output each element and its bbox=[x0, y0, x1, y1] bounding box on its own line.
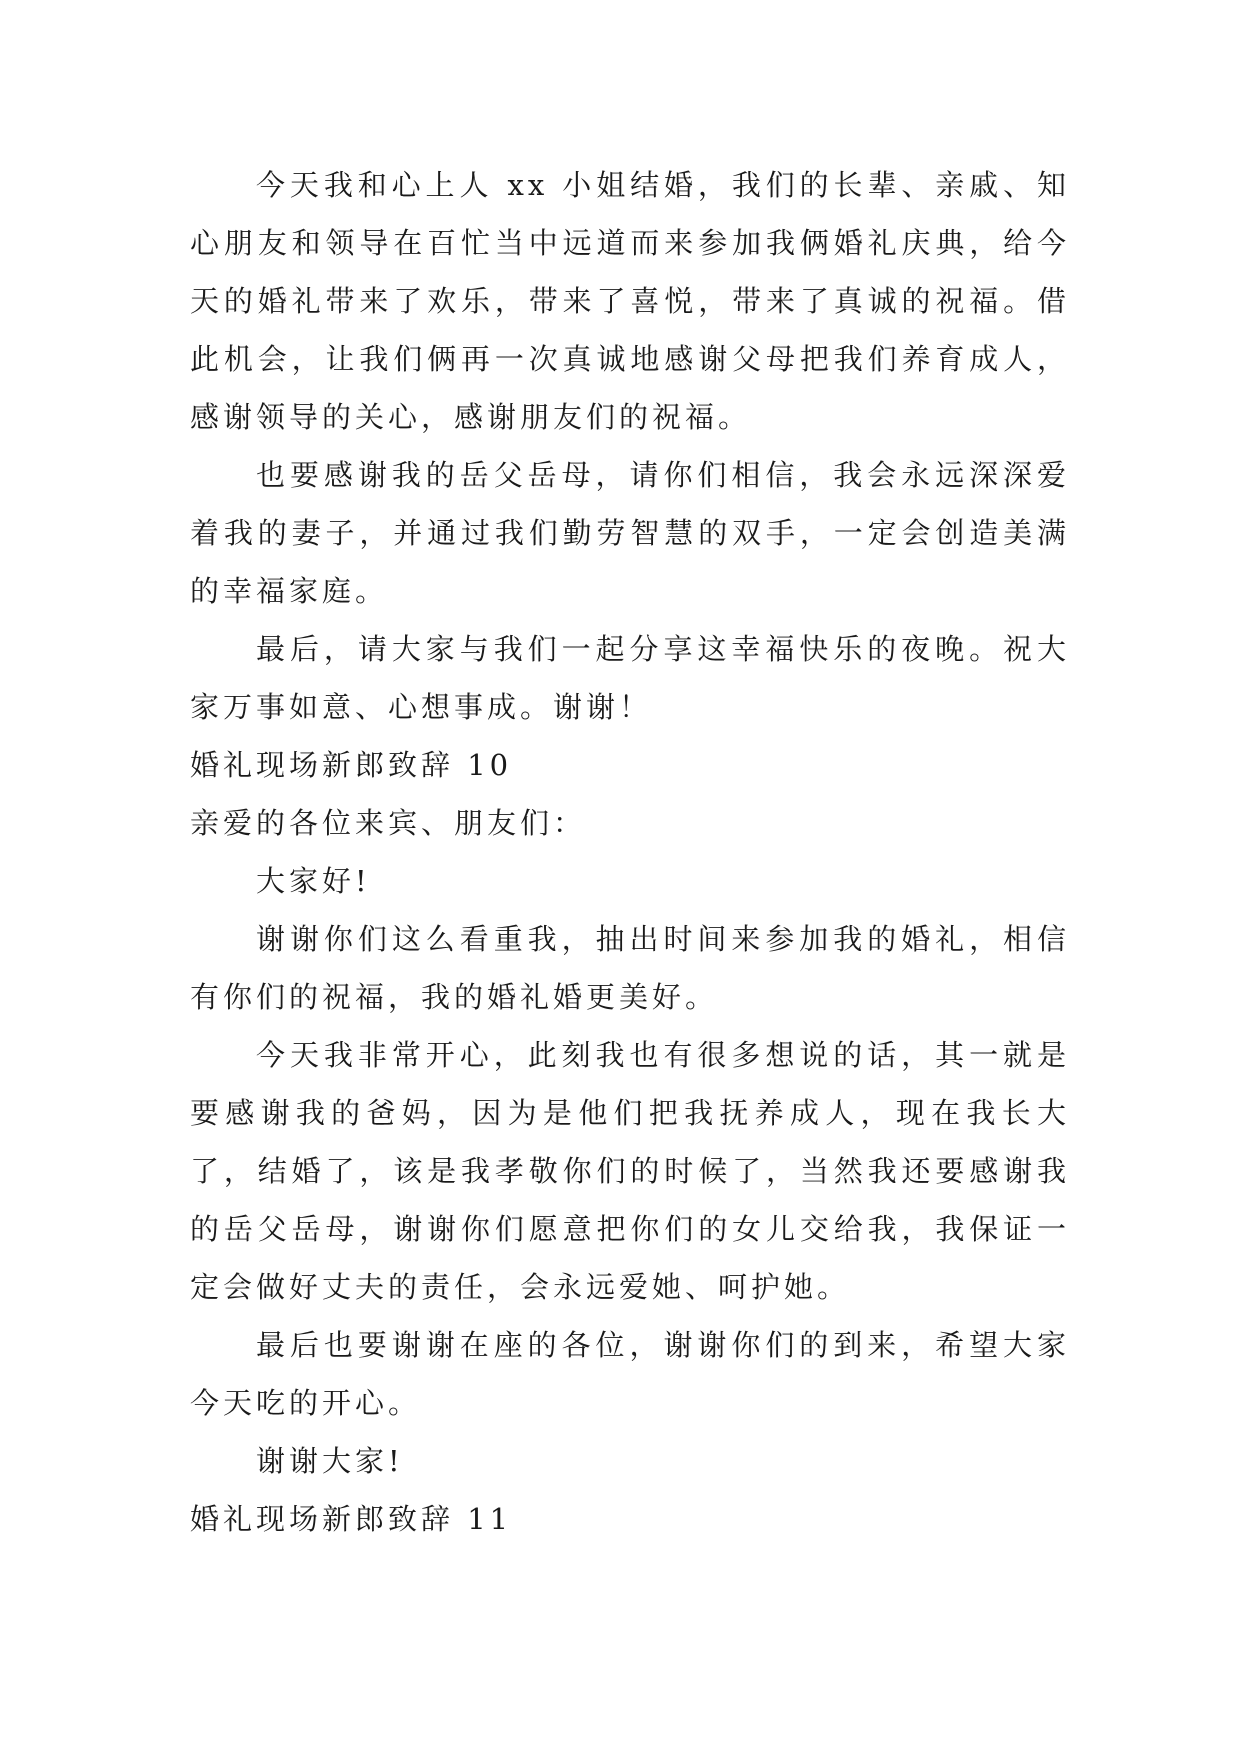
paragraph: 今天我非常开心，此刻我也有很多想说的话，其一就是要感谢我的爸妈，因为是他们把我抚养成人，现在我长大了，结婚了，该是我孝敬你们的时候了，当然我还要感谢我的岳父岳母，谢谢你们愿意把你们的女儿交给我，我保证一定会做好丈夫的责任，会永远爱她、呵护她。 bbox=[190, 1038, 1070, 1304]
paragraph: 最后也要谢谢在座的各位，谢谢你们的到来，希望大家今天吃的开心。 bbox=[190, 1328, 1070, 1420]
document-body bbox=[190, 156, 1070, 1548]
closing: 谢谢大家! bbox=[256, 1444, 404, 1478]
greeting: 大家好! bbox=[256, 864, 371, 898]
paragraph: 谢谢你们这么看重我，抽出时间来参加我的婚礼，相信有你们的祝福，我的婚礼婚更美好。 bbox=[190, 922, 1070, 1014]
section-heading: 婚礼现场新郎致辞 10 bbox=[190, 748, 513, 782]
section-heading: 婚礼现场新郎致辞 11 bbox=[190, 1502, 513, 1536]
paragraph: 今天我和心上人 xx 小姐结婚，我们的长辈、亲戚、知心朋友和领导在百忙当中远道而来参加我俩婚礼庆典，给今天的婚礼带来了欢乐，带来了喜悦，带来了真诚的祝福。借此机会，让我们俩再一次真诚地感谢父母把我们养育成人，感谢领导的关心，感谢朋友们的祝福。 bbox=[190, 168, 1070, 434]
salutation: 亲爱的各位来宾、朋友们： bbox=[190, 806, 587, 840]
paragraph: 最后，请大家与我们一起分享这幸福快乐的夜晚。祝大家万事如意、心想事成。谢谢！ bbox=[190, 632, 1070, 724]
paragraph: 也要感谢我的岳父岳母，请你们相信，我会永远深深爱着我的妻子，并通过我们勤劳智慧的双手，一定会创造美满的幸福家庭。 bbox=[190, 458, 1070, 608]
